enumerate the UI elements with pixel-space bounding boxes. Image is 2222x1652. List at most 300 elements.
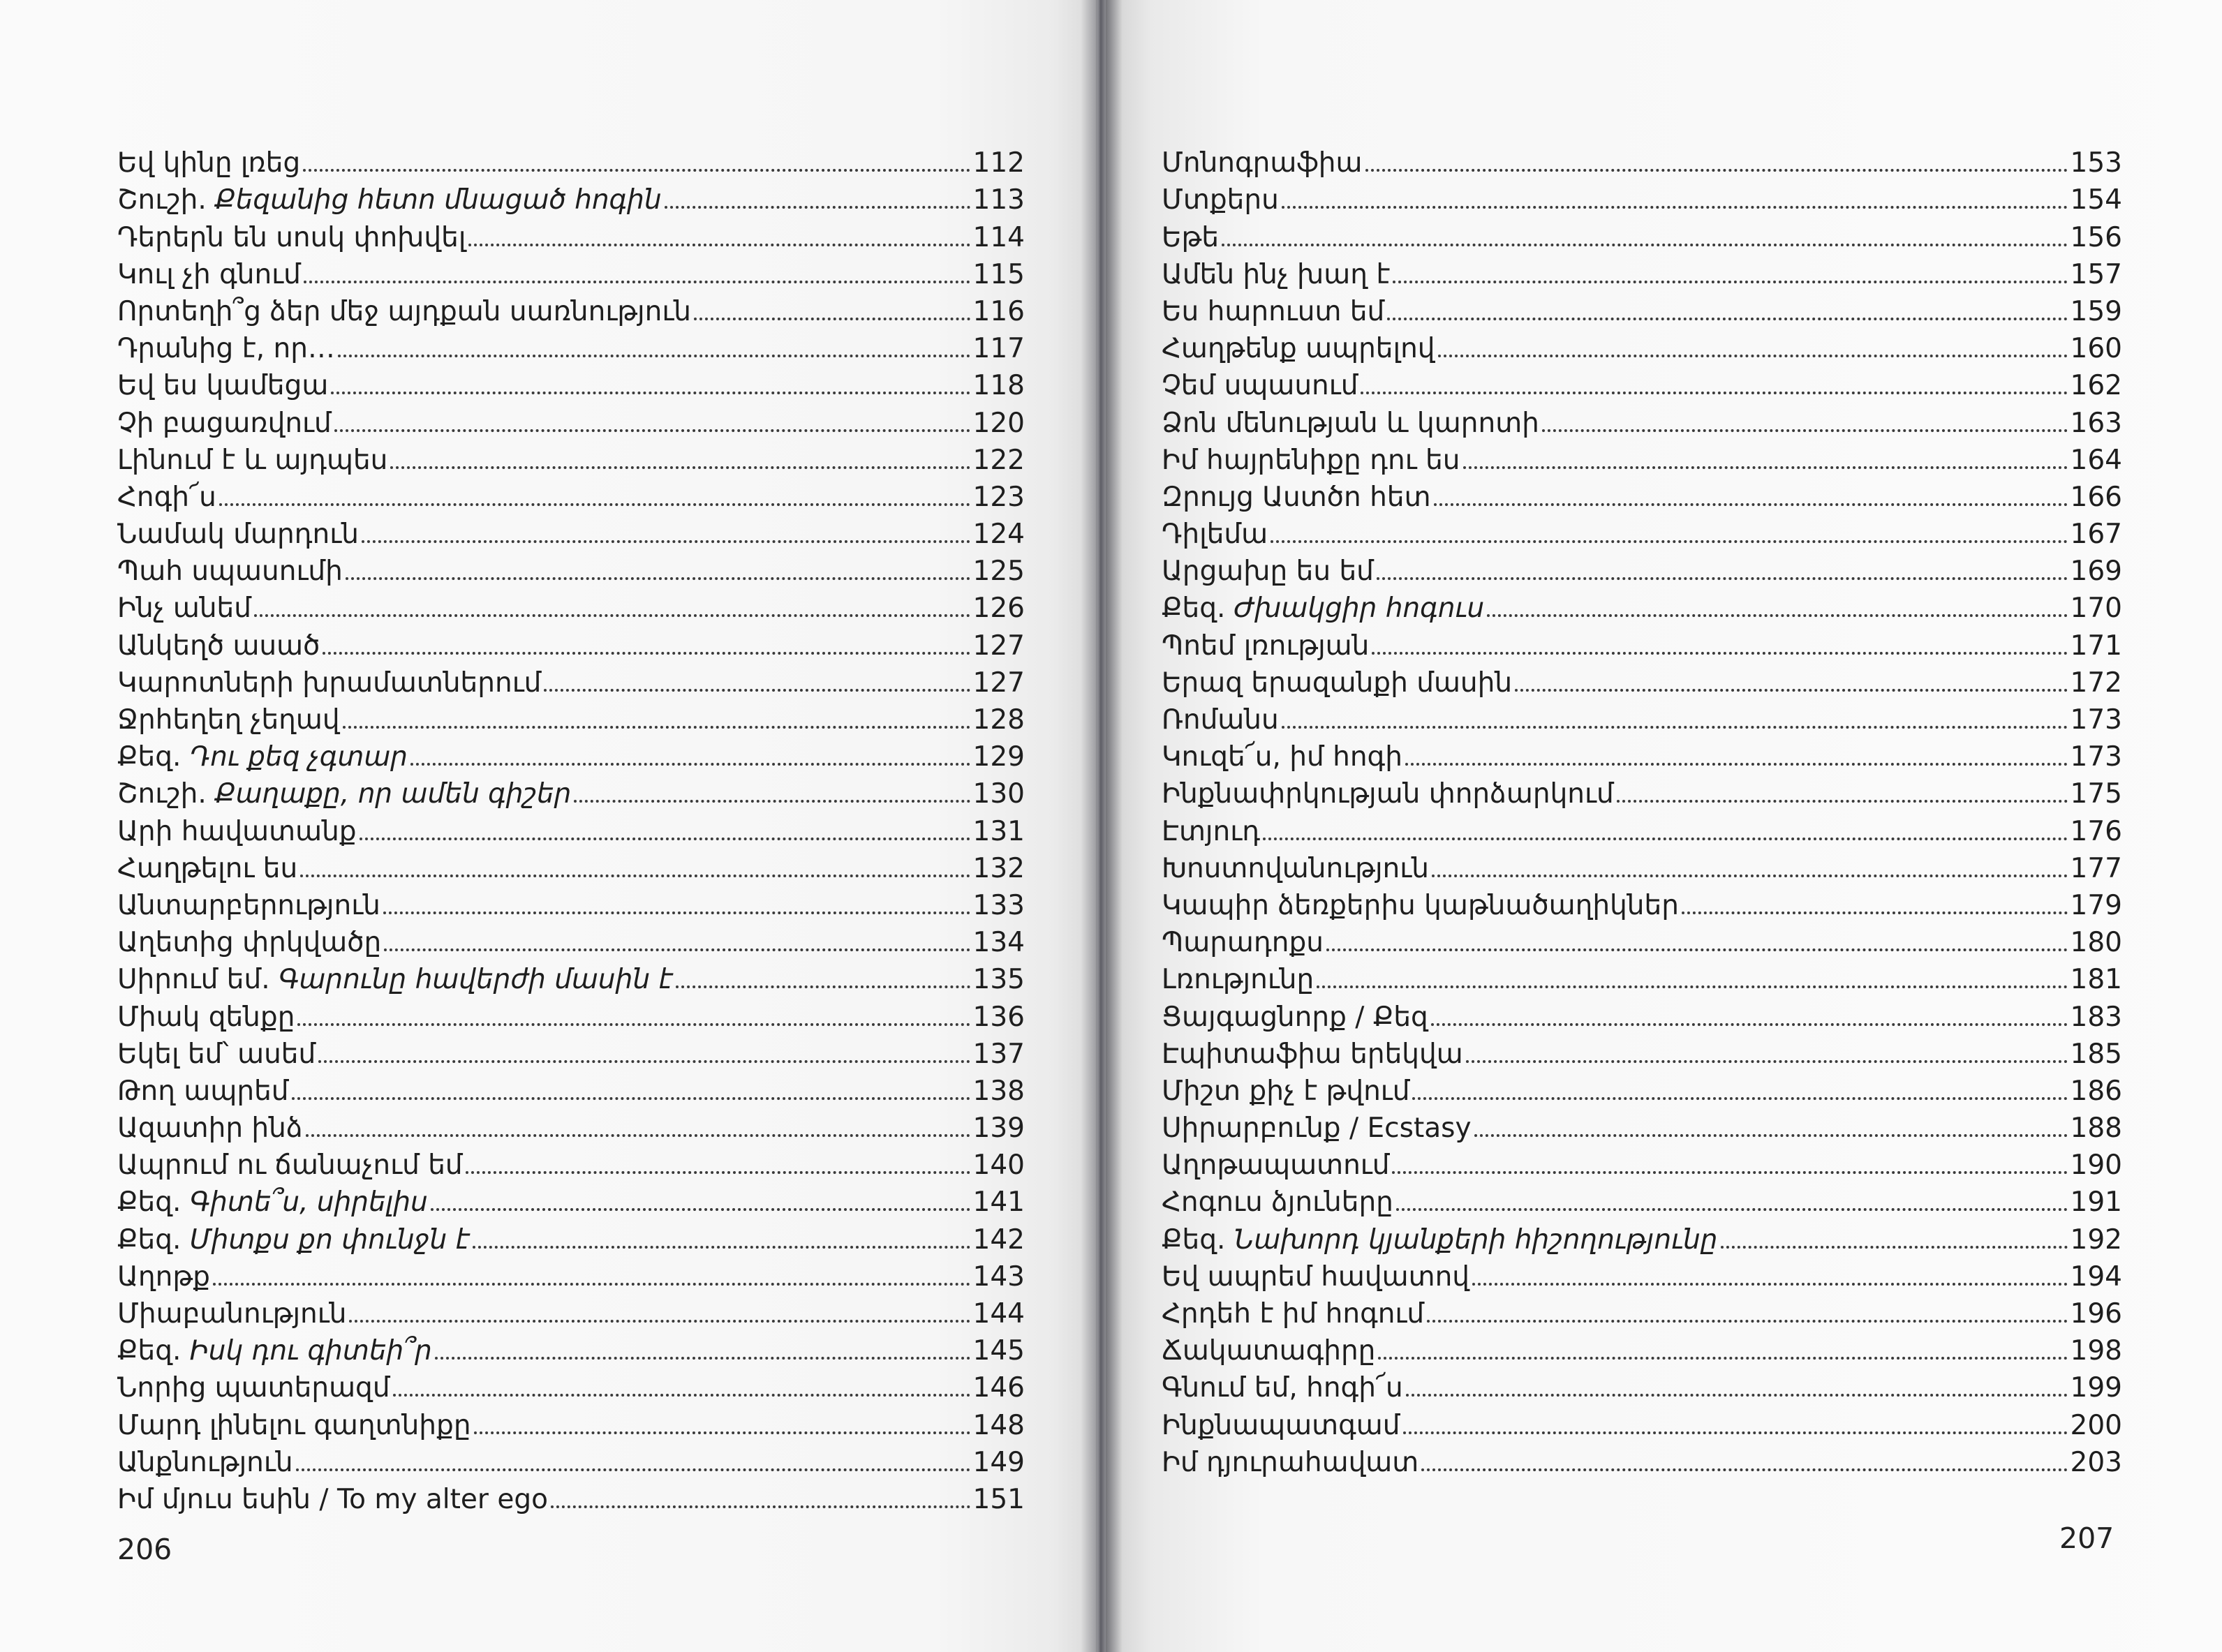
toc-dot-leader [1474,1134,2068,1137]
toc-dot-leader [1403,1431,2068,1434]
toc-entry-title [1162,927,1324,959]
toc-entry-title [1162,1298,1425,1330]
toc-entry-page: 122 [972,444,1025,476]
toc-entry-page: 159 [2070,295,2122,327]
toc-entry-title [1162,780,1614,808]
toc-entry-title-italic: Գիտե՞ս, սիրելիս [189,1186,428,1219]
toc-entry-title-italic: Իսկ դու գիտեի՞ր [189,1335,432,1367]
toc-entry-title-text: Ճակատագիրը [1162,1335,1376,1367]
toc-entry-page: 137 [972,1038,1025,1070]
toc-dot-leader [1412,1097,2067,1100]
toc-entry-title [1162,1149,1390,1182]
toc-entry-title [117,1113,303,1145]
toc-dot-leader [574,800,970,803]
toc-entry [117,993,1025,1033]
toc-entry [1162,697,2122,734]
toc-entry [1162,1105,2122,1145]
toc-entry [117,437,1025,474]
toc-entry [117,177,1025,214]
toc-entry-title-text: Հաղթելու ես [117,852,298,884]
toc-dot-leader [334,429,970,432]
toc-entry [117,214,1025,251]
toc-entry-title-text: Հաղթենք ապրելով [1162,333,1435,365]
toc-entry-title [1162,258,1391,290]
toc-entry-title-text: Ինքնապատգամ [1162,1409,1400,1441]
right-page [1106,0,2222,1652]
toc-dot-leader [544,689,970,692]
toc-entry-page: 127 [972,630,1025,662]
toc-dot-leader [1361,392,2067,394]
toc-entry [117,1364,1025,1404]
toc-entry-title-text: Երազ երազանքի մասին [1162,667,1513,699]
toc-entry [117,325,1025,365]
toc-entry-page: 130 [972,778,1025,810]
toc-entry-title [117,593,251,625]
toc-entry [117,1401,1025,1441]
toc-entry-title-text: Սիրարբունք / Ecstasy [1162,1113,1472,1145]
toc-entry-title-italic: Դու քեզ չգտար [189,741,408,773]
toc-entry-title [1162,1372,1403,1404]
toc-entry-page: 124 [972,519,1025,551]
toc-entry-title-text: Զրույց Աստծո հետ [1162,481,1431,513]
toc-entry [1162,399,2122,439]
toc-entry-title-text: Իմ դյուրահավատ [1162,1446,1419,1478]
toc-dot-leader [219,503,970,506]
toc-dot-leader [393,1394,970,1397]
toc-dot-leader [1282,206,2068,209]
toc-entry [117,697,1025,734]
toc-entry-title [1162,964,1314,996]
toc-dot-leader [292,1097,970,1100]
toc-entry [1162,288,2122,325]
toc-entry-title [117,444,388,476]
toc-dot-leader [473,1246,970,1249]
toc-entry-page: 115 [972,258,1025,290]
toc-entry-title-text: Քեզ. [117,1186,190,1219]
toc-entry-title-text: Կուզե՜ս, իմ հոգի [1162,741,1402,773]
toc-dot-leader [318,1060,970,1063]
toc-dot-leader [1222,244,2067,246]
toc-entry-title [117,706,340,734]
toc-entry-title [117,852,298,884]
toc-entry-title [117,1149,463,1182]
toc-entry-page: 185 [2070,1038,2122,1070]
page-number-left: 206 [117,1533,172,1566]
toc-dot-leader [349,1320,970,1323]
toc-dot-leader [331,392,970,394]
toc-dot-leader [1438,355,2068,357]
toc-dot-leader [303,169,970,172]
toc-entry-title [117,1483,548,1515]
toc-entry-title-text: Պարադոքս [1162,927,1324,959]
toc-entry [1162,140,2122,177]
toc-entry [117,1253,1025,1293]
toc-entry-page: 172 [2070,667,2122,699]
toc-dot-leader [1377,577,2068,580]
toc-entry-title-text: Նորից պատերազմ [117,1372,390,1404]
toc-entry-title-text: Դրանից է, որ… [117,333,335,365]
toc-entry [117,845,1025,882]
toc-entry-title-text: Հրդեհ է իմ հոգում [1162,1298,1425,1330]
toc-dot-leader [676,985,970,988]
toc-entry-title [117,258,301,290]
toc-entry-title-text: Ցայգացնորք / Քեզ [1162,1001,1428,1033]
toc-entry-title [117,1298,347,1330]
toc-dot-leader [1396,1208,2068,1211]
toc-dot-leader [1431,1023,2068,1026]
toc-dot-leader [1432,875,2068,877]
toc-entry-title [117,295,692,327]
toc-entry [117,1179,1025,1219]
toc-entry-title-text: Դիլեմա [1162,519,1268,551]
toc-dot-leader [1463,466,2068,469]
toc-entry-page: 140 [972,1149,1025,1182]
toc-dot-leader [1387,318,2067,320]
toc-entry [117,548,1025,588]
toc-entry-page: 198 [2070,1335,2122,1367]
toc-dot-leader [1263,838,2067,840]
toc-dot-leader [410,763,970,766]
toc-entry-title [117,519,359,551]
toc-entry-title [117,1446,293,1478]
toc-entry-title [1162,444,1460,476]
toc-dot-leader [362,540,970,543]
toc-dot-leader [466,1171,970,1174]
toc-entry-page: 160 [2070,333,2122,365]
toc-entry-title-text: Իմ մյուս եսին / To my alter ego [117,1483,548,1515]
toc-entry-title [1162,186,1279,214]
toc-entry [117,1327,1025,1367]
toc-entry-title [117,815,357,847]
toc-dot-leader [1487,614,2067,617]
toc-entry-title [117,669,541,697]
toc-entry-title-text: Էտյուդ [1162,815,1261,847]
toc-dot-leader [1434,503,2068,506]
toc-entry-page: 136 [972,1001,1025,1033]
toc-entry-page: 131 [972,815,1025,847]
toc-entry-title [1162,889,1679,921]
toc-entry [117,734,1025,771]
toc-entry-page: 142 [972,1223,1025,1256]
toc-entry-title-text: Եկել եմ՝ ասեմ [117,1038,316,1070]
toc-entry-page: 183 [2070,1001,2122,1033]
toc-dot-leader [306,1134,970,1137]
toc-entry-page: 173 [2070,741,2122,773]
toc-entry-title-text: Մարդ լինելու գաղտնիքը [117,1409,471,1441]
toc-entry [1162,845,2122,882]
toc-entry-title [1162,221,1220,253]
toc-dot-leader [1682,911,2068,914]
toc-entry [1162,1364,2122,1404]
toc-entry-page: 118 [972,370,1025,402]
toc-dot-leader [297,1023,970,1026]
toc-entry-title-text: Մոնոգրաֆիա [1162,147,1363,179]
toc-entry-title-text: Լինում է և այդպես [117,444,388,476]
toc-dot-leader [383,911,970,914]
toc-entry [1162,511,2122,551]
toc-entry [1162,1439,2122,1476]
toc-entry-title [117,927,382,959]
toc-entry-page: 191 [2070,1186,2122,1219]
toc-entry-title-text: Կապիր ձեռքերիս կաթնածաղիկներ [1162,889,1679,921]
toc-entry-page: 179 [2070,889,2122,921]
toc-entry [1162,1216,2122,1256]
toc-entry-title [1162,295,1385,327]
toc-entry [1162,548,2122,588]
toc-entry [1162,808,2122,847]
toc-entry-title [117,333,335,365]
toc-dot-leader [435,1357,970,1360]
toc-entry-title [1162,706,1279,734]
toc-entry-page: 143 [972,1260,1025,1293]
toc-entry-page: 133 [972,889,1025,921]
toc-entry-page: 129 [972,741,1025,773]
toc-dot-leader [1271,540,2067,543]
toc-entry-title-text: Հոգի՜ս [117,481,216,513]
toc-entry-title-italic: Գարունը հավերժի մասին է [279,964,673,996]
toc-entry [1162,1401,2122,1441]
toc-entry-page: 144 [972,1298,1025,1330]
toc-entry-title [117,221,466,253]
toc-dot-leader [431,1208,970,1211]
toc-entry-title [1162,407,1539,439]
toc-entry-title [1162,149,1363,177]
toc-entry-title [1162,1260,1470,1293]
toc-entry-title [1162,1038,1463,1070]
toc-entry-title-text: Եթե [1162,221,1220,253]
toc-dot-leader [1282,726,2068,729]
toc-entry-title-italic: Միտքս քո փունջն է [189,1223,470,1256]
toc-entry-title [117,1186,428,1219]
toc-entry-title [1162,815,1261,847]
toc-entry-page: 153 [2070,147,2122,179]
toc-entry-title-text: Միշտ քիչ է թվում [1162,1075,1410,1107]
toc-entry-title [1162,669,1512,697]
toc-entry-title-text: Նամակ մարդուն [117,519,359,551]
toc-entry-page: 126 [972,593,1025,625]
toc-entry [1162,437,2122,474]
toc-entry [117,660,1025,697]
toc-entry [117,474,1025,511]
toc-entry [1162,474,2122,511]
toc-list-right [1162,140,2122,1476]
toc-entry-title-text: Եվ ապրեմ հավատով [1162,1260,1470,1293]
toc-entry-page: 117 [972,333,1025,365]
toc-entry-page: 203 [2070,1446,2122,1478]
toc-entry-page: 181 [2070,964,2122,996]
toc-entry [1162,771,2122,808]
toc-entry-title-text: Ձոն մենության և կարոտի [1162,407,1539,439]
toc-entry-title-text: Քեզ. [117,1223,190,1256]
toc-entry-page: 141 [972,1186,1025,1219]
toc-entry-page: 116 [972,295,1025,327]
toc-entry-page: 112 [972,147,1025,179]
toc-dot-leader [1392,1171,2067,1174]
toc-entry-title-text: Կուլ չի գնում [117,258,301,290]
toc-entry-title [117,149,300,177]
toc-entry-page: 163 [2070,407,2122,439]
toc-entry-title-text: Քեզ. [117,741,190,773]
toc-entry-title [1162,632,1369,660]
toc-dot-leader [1466,1060,2068,1063]
toc-dot-leader [360,838,970,840]
toc-entry-title-text: Չեմ սպասում [1162,370,1358,402]
toc-entry-title-text: Շուշի. [117,778,216,810]
toc-dot-leader [296,1468,970,1471]
toc-dot-leader [1372,652,2067,655]
toc-dot-leader [1393,281,2067,283]
toc-entry [1162,1327,2122,1367]
toc-entry [117,362,1025,402]
toc-entry-page: 145 [972,1335,1025,1367]
toc-entry-title-text: Աղոթք [117,1260,210,1293]
toc-entry [1162,1031,2122,1068]
toc-entry-title-text: Ես հարուստ եմ [1162,295,1385,327]
toc-entry-title-text: Ամեն ինչ խաղ է [1162,258,1391,290]
toc-dot-leader [323,652,970,655]
toc-dot-leader [1326,948,2068,951]
toc-entry-title [117,481,216,513]
toc-dot-leader [468,244,970,246]
toc-entry [117,1031,1025,1068]
toc-entry [117,882,1025,919]
toc-entry-title-text: Դերերն են սոսկ փոխվել [117,221,466,253]
toc-dot-leader [1421,1468,2067,1471]
toc-entry-title [1162,1075,1410,1107]
toc-dot-leader [1515,689,2067,692]
toc-entry-title-text: Ինքնափրկության փորձարկում [1162,778,1614,810]
toc-entry-title [117,407,332,439]
toc-entry-title-text: Պահ սպասումի [117,556,343,588]
toc-entry-page: 176 [2070,815,2122,847]
toc-entry [1162,1068,2122,1105]
toc-entry-title-text: Գնում եմ, հոգի՜ս [1162,1372,1403,1404]
toc-entry-page: 162 [2070,370,2122,402]
toc-entry-title [117,1001,295,1033]
toc-entry-page: 166 [2070,481,2122,513]
toc-entry-page: 114 [972,221,1025,253]
toc-entry [117,140,1025,177]
toc-entry-title-text: Չի բացառվում [117,407,332,439]
toc-entry-title [117,964,673,996]
toc-entry [117,1216,1025,1256]
toc-entry-title-text: Խոստովանություն [1162,852,1429,884]
toc-entry [1162,919,2122,959]
toc-entry-page: 164 [2070,444,2122,476]
toc-dot-leader [1365,169,2068,172]
toc-entry-page: 188 [2070,1113,2122,1145]
toc-entry [117,919,1025,959]
toc-entry-title-italic: Նախորդ կյանքերի հիշողությունը [1234,1223,1718,1256]
toc-entry-page: 171 [2070,630,2122,662]
toc-entry-title-text: Անքնություն [117,1446,293,1478]
toc-entry-page: 139 [972,1113,1025,1145]
toc-entry-title-text: Ապրում ու ճանաչում եմ [117,1149,463,1182]
toc-entry-page: 200 [2070,1409,2122,1441]
toc-entry-page: 175 [2070,778,2122,810]
toc-entry [1162,177,2122,214]
toc-dot-leader [390,466,970,469]
toc-entry [1162,1179,2122,1219]
toc-entry [1162,362,2122,402]
toc-entry-title-text: Եվ ես կամեցա [117,370,329,402]
toc-entry-title-italic: Ժխակցիր հոգուս [1234,593,1485,625]
toc-entry-page: 151 [972,1483,1025,1515]
toc-entry-title [1162,1186,1393,1219]
toc-entry-title [1162,1113,1472,1145]
toc-entry [117,1439,1025,1476]
toc-entry [1162,585,2122,625]
toc-entry-title [117,1038,316,1070]
toc-entry-title-text: Ջրհեղեղ չեղավ [117,704,340,736]
page-number-right: 207 [2059,1521,2114,1555]
toc-entry-title [117,889,380,921]
toc-dot-leader [213,1283,970,1286]
toc-entry-page: 196 [2070,1298,2122,1330]
toc-entry-page: 128 [972,704,1025,736]
toc-entry-title-text: Եվ կինը լռեց [117,147,301,179]
toc-entry-title [1162,593,1485,625]
toc-dot-leader [665,206,970,209]
toc-entry-title-text: Քեզ. [1162,593,1234,625]
toc-entry [117,956,1025,996]
toc-entry [1162,1290,2122,1330]
toc-entry [117,1290,1025,1330]
toc-entry-title-text: Աղետից փրկվածը [117,927,382,959]
toc-entry [1162,882,2122,919]
toc-entry-title [117,1409,471,1441]
toc-entry-title-text: Շուշի. [117,184,216,216]
book-gutter [1081,0,1123,1652]
toc-entry-title-text: Իմ հայրենիքը դու ես [1162,444,1460,476]
toc-dot-leader [1617,800,2068,803]
toc-entry-title [1162,481,1431,513]
toc-entry-title-text: Հոգուս ձյուները [1162,1186,1393,1219]
toc-dot-leader [1405,763,2068,766]
toc-dot-leader [1427,1320,2067,1323]
toc-entry-title-text: Սիրում եմ. [117,964,279,996]
toc-entry-title-text: Ազատիր ինձ [117,1113,303,1145]
toc-entry-title-text: Անկեղծ ասած [117,630,320,662]
toc-entry-title-text: Ինչ անեմ [117,593,251,625]
toc-dot-leader [384,948,970,951]
toc-entry [117,1476,1025,1513]
left-page [0,0,1097,1652]
toc-entry [117,771,1025,808]
toc-entry-title [117,1335,432,1367]
toc-entry-title [1162,333,1435,365]
toc-entry-title [1162,1409,1400,1441]
toc-entry-page: 190 [2070,1149,2122,1182]
toc-entry-page: 157 [2070,258,2122,290]
toc-entry-title [117,743,408,771]
toc-entry-title [117,370,329,402]
toc-entry-page: 138 [972,1075,1025,1107]
toc-dot-leader [300,875,970,877]
toc-entry-title-text: Որտեղի՞ց ձեր մեջ այդքան սառնություն [117,295,692,327]
toc-entry-page: 177 [2070,852,2122,884]
toc-dot-leader [343,726,970,729]
toc-dot-leader [1472,1283,2068,1286]
toc-entry-page: 123 [972,481,1025,513]
toc-entry-title-text: Արի հավատանք [117,815,357,847]
toc-entry [1162,622,2122,662]
toc-entry [117,251,1025,288]
toc-entry-page: 135 [972,964,1025,996]
toc-dot-leader [1317,985,2067,988]
toc-entry [1162,214,2122,251]
toc-entry-title-italic: Քեզանից հետո մնացած հոգին [215,184,662,216]
